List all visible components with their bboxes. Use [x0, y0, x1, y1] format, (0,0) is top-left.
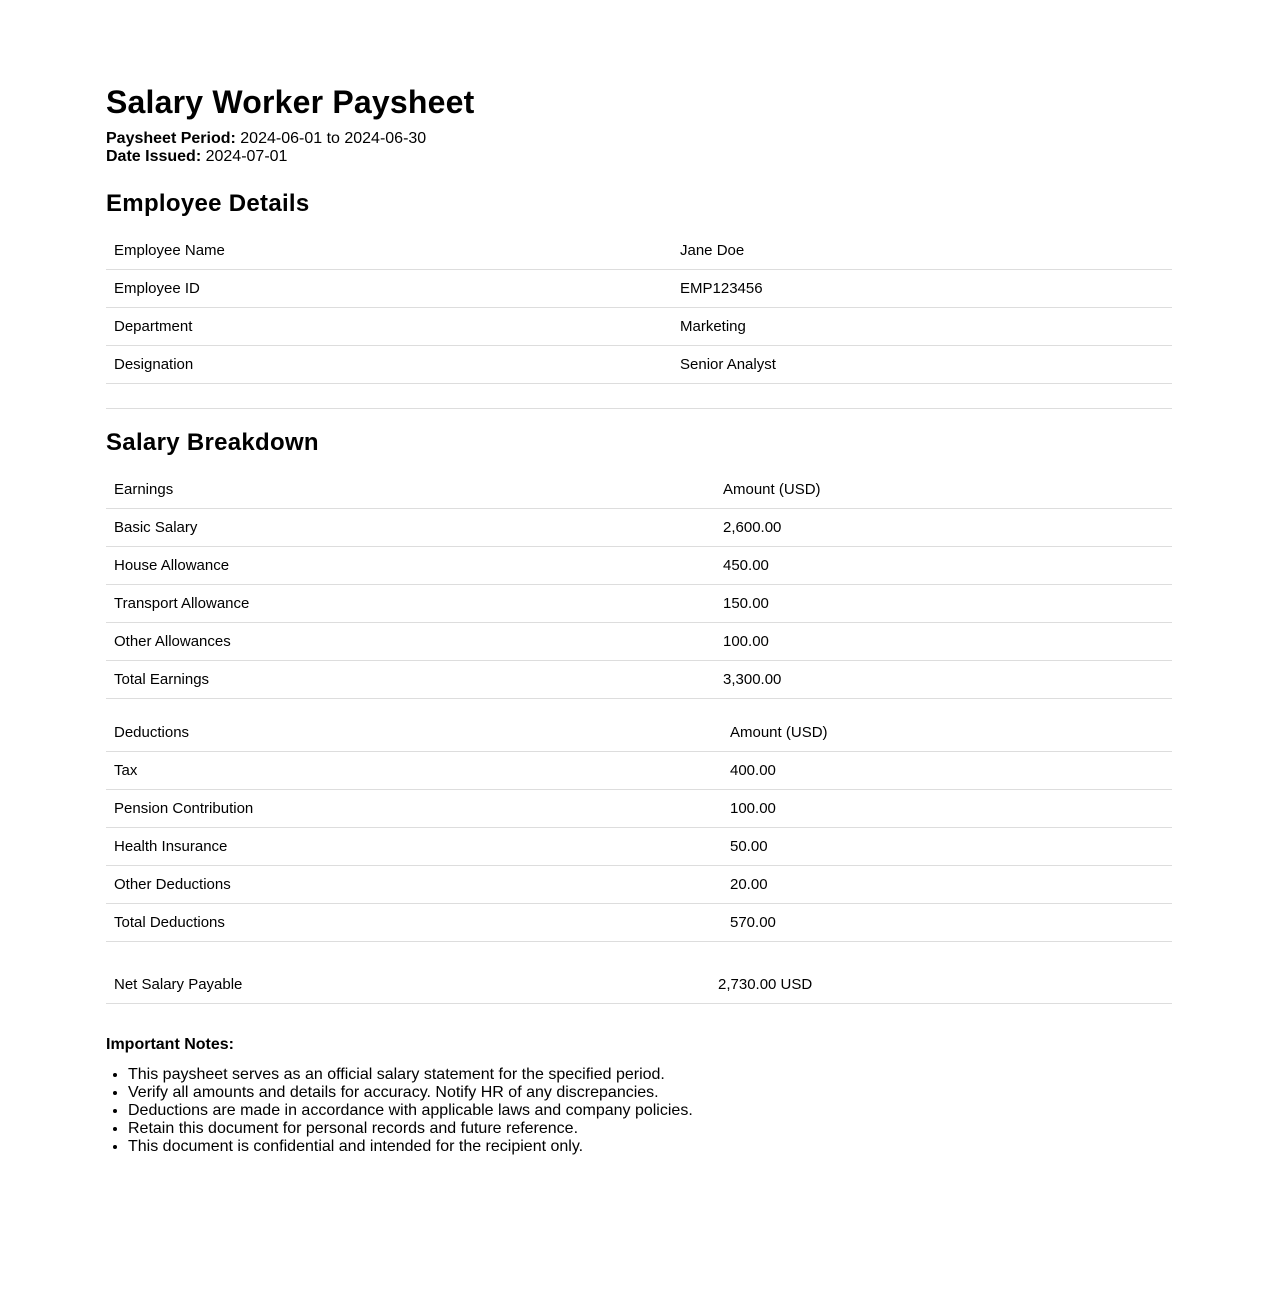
paysheet-meta: [106, 130, 1172, 166]
total-earnings-label: Total Earnings: [106, 661, 715, 699]
deduction-label: Tax: [106, 752, 722, 790]
list-item: • This document is confidential and intended for the recipient only.: [128, 1138, 1172, 1156]
date-issued: [106, 148, 1172, 166]
total-deductions-row: [106, 904, 1172, 942]
table-row: [106, 752, 1172, 790]
deduction-amount: 50.00: [722, 828, 1172, 866]
table-row: [106, 866, 1172, 904]
table-header-row: [106, 471, 1172, 509]
table-row: [106, 509, 1172, 547]
deductions-header-label: Deductions: [106, 714, 722, 752]
department-label: Department: [106, 308, 672, 346]
table-row: [106, 585, 1172, 623]
net-salary-amount: 2,730.00 USD: [710, 966, 1172, 1004]
earning-label: Basic Salary: [106, 509, 715, 547]
table-row: [106, 270, 1172, 308]
table-header-row: [106, 714, 1172, 752]
table-row: [106, 828, 1172, 866]
designation-value: Senior Analyst: [672, 346, 1172, 384]
total-deductions-label: Total Deductions: [106, 904, 722, 942]
employee-name-value: Jane Doe: [672, 232, 1172, 270]
table-row: [106, 623, 1172, 661]
deduction-amount: 100.00: [722, 790, 1172, 828]
deduction-label: Other Deductions: [106, 866, 722, 904]
list-item: • Retain this document for personal records and future reference.: [128, 1120, 1172, 1138]
notes-list: [106, 1066, 1172, 1156]
list-item: • This paysheet serves as an official salary statement for the specified period.: [128, 1066, 1172, 1084]
earning-label: Other Allowances: [106, 623, 715, 661]
section-divider: [106, 408, 1172, 409]
total-earnings-row: [106, 661, 1172, 699]
table-row: [106, 232, 1172, 270]
deduction-amount: 20.00: [722, 866, 1172, 904]
earning-amount: 100.00: [715, 623, 1172, 661]
page-title: Salary Worker Paysheet: [106, 84, 475, 120]
earning-amount: 2,600.00: [715, 509, 1172, 547]
list-item: • Verify all amounts and details for accuracy. Notify HR of any discrepancies.: [128, 1084, 1172, 1102]
list-item: • Deductions are made in accordance with applicable laws and company policies.: [128, 1102, 1172, 1120]
net-salary-table: [106, 966, 1172, 1004]
earning-label: House Allowance: [106, 547, 715, 585]
designation-label: Designation: [106, 346, 672, 384]
employee-details-table: [106, 232, 1172, 384]
deduction-amount: 400.00: [722, 752, 1172, 790]
total-earnings-amount: 3,300.00: [715, 661, 1172, 699]
paysheet-period-label: Paysheet Period:: [106, 130, 236, 147]
net-salary-label: Net Salary Payable: [106, 966, 710, 1004]
paysheet-period: [106, 130, 1172, 148]
date-issued-value: 2024-07-01: [205, 148, 288, 165]
earnings-header-amount: Amount (USD): [715, 471, 1172, 509]
employee-name-label: Employee Name: [106, 232, 672, 270]
earning-amount: 450.00: [715, 547, 1172, 585]
date-issued-label: Date Issued:: [106, 148, 202, 165]
deductions-header-amount: Amount (USD): [722, 714, 1172, 752]
net-salary-row: [106, 966, 1172, 1004]
earnings-header-label: Earnings: [106, 471, 715, 509]
employee-id-label: Employee ID: [106, 270, 672, 308]
table-row: [106, 547, 1172, 585]
deduction-label: Pension Contribution: [106, 790, 722, 828]
table-row: [106, 790, 1172, 828]
employee-id-value: EMP123456: [672, 270, 1172, 308]
paysheet-period-value: 2024-06-01 to 2024-06-30: [240, 130, 427, 147]
earning-label: Transport Allowance: [106, 585, 715, 623]
notes-title: Important Notes:: [106, 1036, 234, 1053]
earnings-table: [106, 471, 1172, 699]
table-row: [106, 346, 1172, 384]
deductions-table: [106, 714, 1172, 942]
total-deductions-amount: 570.00: [722, 904, 1172, 942]
department-value: Marketing: [672, 308, 1172, 346]
employee-details-heading: Employee Details: [106, 190, 310, 217]
table-row: [106, 308, 1172, 346]
earning-amount: 150.00: [715, 585, 1172, 623]
salary-breakdown-heading: Salary Breakdown: [106, 429, 319, 456]
deduction-label: Health Insurance: [106, 828, 722, 866]
